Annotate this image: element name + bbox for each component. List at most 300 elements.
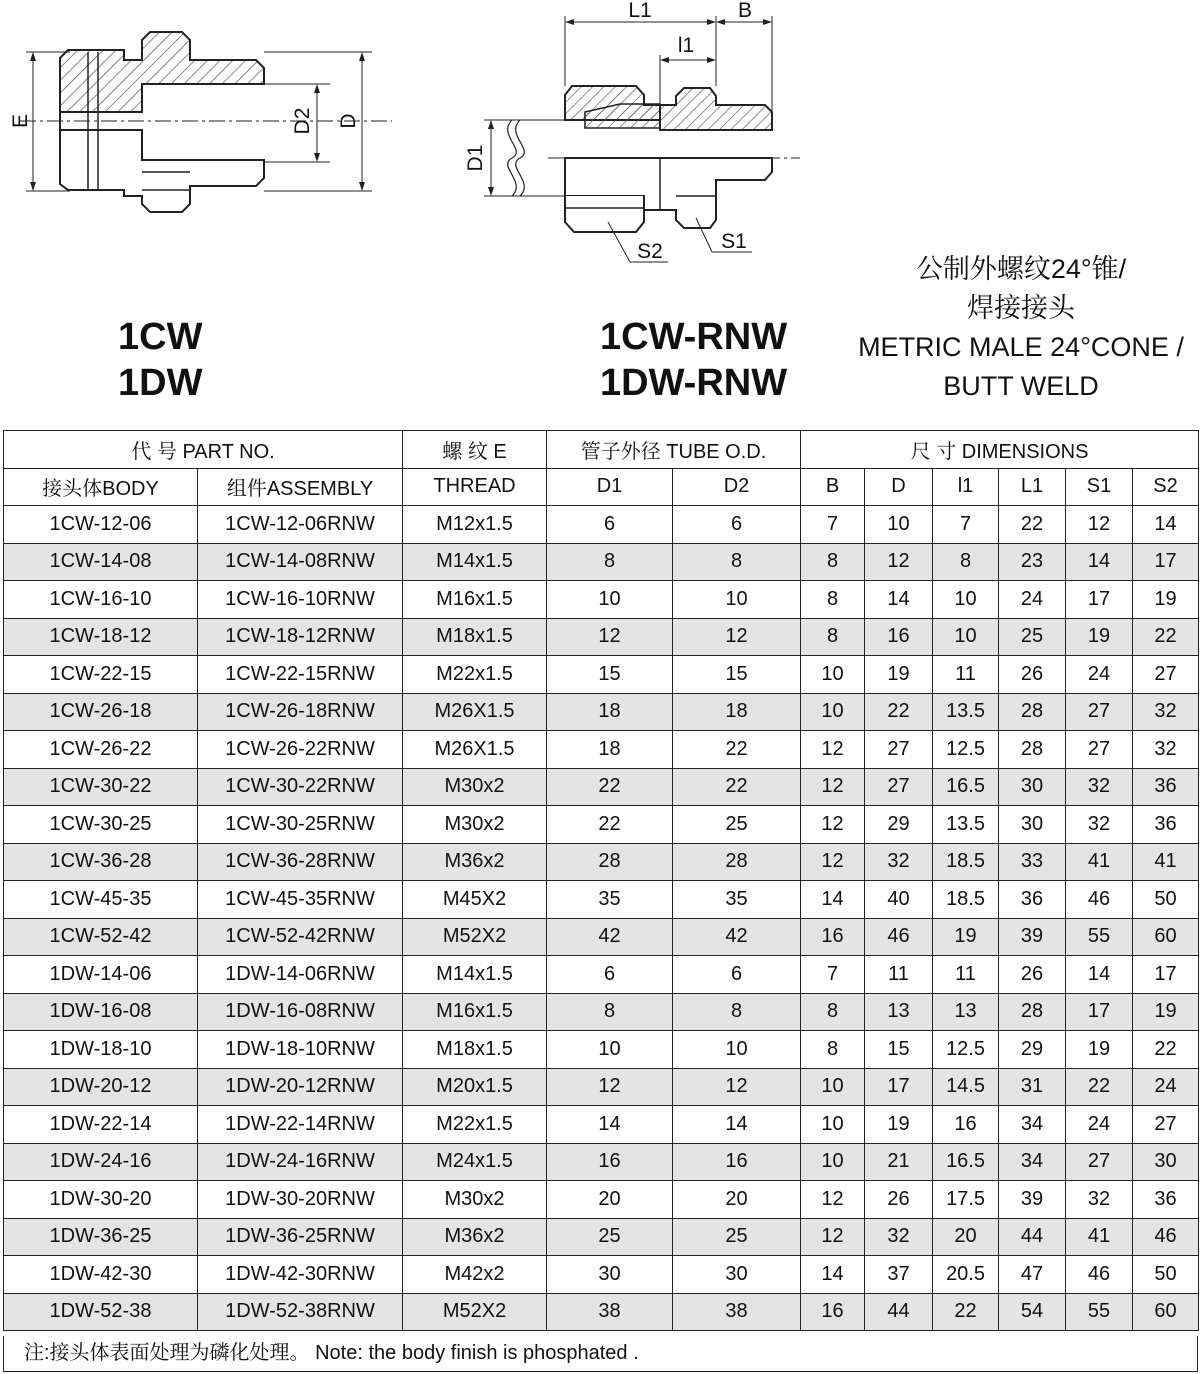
table-cell-assembly: 1CW-26-22RNW — [198, 731, 403, 769]
table-cell-b: 8 — [801, 543, 865, 581]
table-cell-s2: 14 — [1133, 506, 1199, 544]
table-cell-thread: M52X2 — [403, 1293, 547, 1331]
table-cell-l1-small: 20 — [933, 1218, 999, 1256]
table-cell-d1: 6 — [547, 506, 673, 544]
table-row — [4, 1181, 1199, 1219]
table-cell-assembly: 1CW-36-28RNW — [198, 843, 403, 881]
table-cell-s2: 22 — [1133, 1031, 1199, 1069]
table-cell-body: 1DW-24-16 — [4, 1143, 198, 1181]
table-cell-s2: 36 — [1133, 768, 1199, 806]
column-header-d1: D1 — [547, 468, 673, 506]
table-cell-l1: 28 — [999, 993, 1066, 1031]
table-body — [4, 506, 1199, 1331]
table-cell-d: 37 — [865, 1256, 933, 1294]
table-cell-s2: 27 — [1133, 656, 1199, 694]
table-cell-d: 12 — [865, 543, 933, 581]
table-cell-body: 1CW-22-15 — [4, 656, 198, 694]
table-cell-s2: 36 — [1133, 806, 1199, 844]
table-cell-assembly: 1DW-42-30RNW — [198, 1256, 403, 1294]
table-cell-d: 26 — [865, 1181, 933, 1219]
table-row — [4, 993, 1199, 1031]
table-cell-l1-small: 14.5 — [933, 1068, 999, 1106]
model-code-1cw: 1CW — [118, 316, 203, 358]
table-cell-s2: 19 — [1133, 581, 1199, 619]
table-cell-d: 22 — [865, 693, 933, 731]
table-cell-assembly: 1CW-30-25RNW — [198, 806, 403, 844]
table-cell-d2: 22 — [673, 768, 801, 806]
table-cell-body: 1CW-26-22 — [4, 731, 198, 769]
table-cell-s2: 24 — [1133, 1068, 1199, 1106]
column-header-body: 接头体BODY — [4, 468, 198, 506]
table-cell-b: 14 — [801, 1256, 865, 1294]
title-cn-line1: 公制外螺纹24°锥/ — [915, 254, 1127, 284]
label-D2: D2 — [291, 107, 314, 135]
table-cell-body: 1CW-30-22 — [4, 768, 198, 806]
table-row — [4, 843, 1199, 881]
table-cell-d: 19 — [865, 1106, 933, 1144]
table-cell-body: 1DW-42-30 — [4, 1256, 198, 1294]
table-cell-b: 10 — [801, 693, 865, 731]
table-cell-body: 1DW-36-25 — [4, 1218, 198, 1256]
table-cell-body: 1DW-18-10 — [4, 1031, 198, 1069]
table-cell-b: 16 — [801, 918, 865, 956]
table-cell-l1-small: 13 — [933, 993, 999, 1031]
table-cell-d1: 6 — [547, 956, 673, 994]
table-cell-d2: 20 — [673, 1181, 801, 1219]
table-cell-thread: M36x2 — [403, 1218, 547, 1256]
table-cell-s2: 30 — [1133, 1143, 1199, 1181]
table-cell-body: 1CW-18-12 — [4, 618, 198, 656]
table-cell-body: 1CW-26-18 — [4, 693, 198, 731]
table-cell-d: 32 — [865, 1218, 933, 1256]
table-cell-l1: 29 — [999, 1031, 1066, 1069]
table-cell-thread: M12x1.5 — [403, 506, 547, 544]
table-cell-d1: 10 — [547, 581, 673, 619]
body-fitting-drawing — [0, 0, 400, 230]
table-cell-body: 1DW-20-12 — [4, 1068, 198, 1106]
table-cell-d1: 14 — [547, 1106, 673, 1144]
table-cell-assembly: 1CW-12-06RNW — [198, 506, 403, 544]
table-cell-assembly: 1DW-20-12RNW — [198, 1068, 403, 1106]
table-cell-s1: 55 — [1066, 1293, 1133, 1331]
table-cell-b: 10 — [801, 1106, 865, 1144]
label-S1: S1 — [721, 230, 747, 253]
table-cell-l1: 26 — [999, 956, 1066, 994]
table-cell-body: 1CW-12-06 — [4, 506, 198, 544]
table-cell-s1: 46 — [1066, 1256, 1133, 1294]
table-cell-l1-small: 10 — [933, 581, 999, 619]
table-cell-assembly: 1DW-30-20RNW — [198, 1181, 403, 1219]
table-cell-d1: 20 — [547, 1181, 673, 1219]
table-row — [4, 806, 1199, 844]
table-cell-d1: 38 — [547, 1293, 673, 1331]
table-cell-s1: 55 — [1066, 918, 1133, 956]
table-cell-d2: 25 — [673, 1218, 801, 1256]
finish-note: 注:接头体表面处理为磷化处理。 Note: the body finish is phosphated . — [3, 1336, 1198, 1372]
table-cell-d2: 35 — [673, 881, 801, 919]
table-row — [4, 581, 1199, 619]
header-tube-od: 管子外径 TUBE O.D. — [547, 431, 801, 469]
table-cell-l1: 30 — [999, 806, 1066, 844]
table-cell-b: 10 — [801, 1143, 865, 1181]
table-cell-b: 10 — [801, 1068, 865, 1106]
table-cell-s2: 50 — [1133, 1256, 1199, 1294]
table-cell-b: 12 — [801, 768, 865, 806]
table-cell-thread: M30x2 — [403, 806, 547, 844]
table-row — [4, 1068, 1199, 1106]
table-cell-d1: 18 — [547, 693, 673, 731]
table-cell-assembly: 1DW-24-16RNW — [198, 1143, 403, 1181]
table-row — [4, 956, 1199, 994]
label-E: E — [9, 113, 32, 129]
table-cell-l1: 23 — [999, 543, 1066, 581]
table-cell-assembly: 1DW-18-10RNW — [198, 1031, 403, 1069]
table-cell-body: 1DW-22-14 — [4, 1106, 198, 1144]
table-cell-assembly: 1CW-52-42RNW — [198, 918, 403, 956]
table-row — [4, 918, 1199, 956]
table-row — [4, 731, 1199, 769]
table-cell-s1: 22 — [1066, 1068, 1133, 1106]
table-cell-d: 21 — [865, 1143, 933, 1181]
table-cell-l1-small: 7 — [933, 506, 999, 544]
table-row — [4, 1218, 1199, 1256]
table-cell-body: 1DW-14-06 — [4, 956, 198, 994]
table-cell-d2: 28 — [673, 843, 801, 881]
assembly-model-codes — [600, 314, 787, 406]
table-cell-d: 44 — [865, 1293, 933, 1331]
table-row — [4, 618, 1199, 656]
table-cell-thread: M20x1.5 — [403, 1068, 547, 1106]
table-row — [4, 1031, 1199, 1069]
table-cell-d2: 12 — [673, 618, 801, 656]
table-row — [4, 656, 1199, 694]
table-cell-b: 12 — [801, 1181, 865, 1219]
table-cell-assembly: 1CW-22-15RNW — [198, 656, 403, 694]
table-cell-d1: 12 — [547, 1068, 673, 1106]
table-cell-l1: 34 — [999, 1143, 1066, 1181]
table-cell-d: 27 — [865, 731, 933, 769]
assembly-drawing — [440, 0, 820, 280]
table-cell-s2: 36 — [1133, 1181, 1199, 1219]
table-cell-d2: 6 — [673, 956, 801, 994]
table-cell-assembly: 1DW-16-08RNW — [198, 993, 403, 1031]
table-cell-l1-small: 18.5 — [933, 881, 999, 919]
table-cell-d2: 6 — [673, 506, 801, 544]
table-cell-assembly: 1CW-16-10RNW — [198, 581, 403, 619]
table-cell-s1: 41 — [1066, 1218, 1133, 1256]
table-cell-d2: 30 — [673, 1256, 801, 1294]
table-row — [4, 768, 1199, 806]
table-cell-s1: 17 — [1066, 993, 1133, 1031]
table-cell-thread: M22x1.5 — [403, 656, 547, 694]
table-cell-l1-small: 16.5 — [933, 1143, 999, 1181]
table-cell-assembly: 1CW-14-08RNW — [198, 543, 403, 581]
table-row — [4, 1293, 1199, 1331]
table-cell-d1: 30 — [547, 1256, 673, 1294]
table-cell-s1: 12 — [1066, 506, 1133, 544]
table-cell-l1: 31 — [999, 1068, 1066, 1106]
table-cell-d: 16 — [865, 618, 933, 656]
table-cell-d1: 25 — [547, 1218, 673, 1256]
table-cell-assembly: 1DW-36-25RNW — [198, 1218, 403, 1256]
table-cell-d2: 38 — [673, 1293, 801, 1331]
table-cell-d1: 42 — [547, 918, 673, 956]
table-cell-s2: 46 — [1133, 1218, 1199, 1256]
column-header-d: D — [865, 468, 933, 506]
table-row — [4, 1143, 1199, 1181]
table-cell-d2: 8 — [673, 993, 801, 1031]
table-cell-assembly: 1CW-30-22RNW — [198, 768, 403, 806]
table-cell-body: 1CW-52-42 — [4, 918, 198, 956]
table-cell-d2: 14 — [673, 1106, 801, 1144]
product-title — [835, 250, 1200, 406]
label-D: D — [337, 113, 360, 129]
table-cell-assembly: 1DW-52-38RNW — [198, 1293, 403, 1331]
body-model-codes — [118, 314, 202, 406]
table-cell-l1-small: 13.5 — [933, 806, 999, 844]
table-cell-d1: 8 — [547, 993, 673, 1031]
table-cell-l1: 47 — [999, 1256, 1066, 1294]
table-cell-d: 14 — [865, 581, 933, 619]
table-cell-l1-small: 19 — [933, 918, 999, 956]
table-cell-d: 32 — [865, 843, 933, 881]
table-cell-l1: 25 — [999, 618, 1066, 656]
model-code-1cw-rnw: 1CW-RNW — [600, 316, 788, 358]
table-cell-assembly: 1DW-14-06RNW — [198, 956, 403, 994]
table-cell-d2: 42 — [673, 918, 801, 956]
header-dimensions: 尺 寸 DIMENSIONS — [801, 431, 1199, 469]
table-cell-s2: 27 — [1133, 1106, 1199, 1144]
table-cell-l1-small: 17.5 — [933, 1181, 999, 1219]
table-cell-d1: 12 — [547, 618, 673, 656]
model-code-1dw-rnw: 1DW-RNW — [600, 362, 788, 404]
table-cell-b: 8 — [801, 1031, 865, 1069]
table-row — [4, 543, 1199, 581]
table-cell-thread: M26X1.5 — [403, 731, 547, 769]
table-cell-s1: 19 — [1066, 618, 1133, 656]
table-cell-thread: M16x1.5 — [403, 581, 547, 619]
table-cell-thread: M14x1.5 — [403, 956, 547, 994]
table-cell-body: 1DW-16-08 — [4, 993, 198, 1031]
table-cell-s1: 32 — [1066, 768, 1133, 806]
table-cell-d2: 16 — [673, 1143, 801, 1181]
table-cell-thread: M14x1.5 — [403, 543, 547, 581]
header-thread-e: 螺 纹 E — [403, 431, 547, 469]
table-cell-l1: 39 — [999, 918, 1066, 956]
table-cell-s2: 32 — [1133, 731, 1199, 769]
table-cell-d1: 22 — [547, 768, 673, 806]
table-cell-d1: 35 — [547, 881, 673, 919]
table-cell-l1-small: 22 — [933, 1293, 999, 1331]
column-header-thread: THREAD — [403, 468, 547, 506]
table-cell-l1: 22 — [999, 506, 1066, 544]
table-cell-l1: 24 — [999, 581, 1066, 619]
table-cell-d2: 15 — [673, 656, 801, 694]
table-cell-s1: 19 — [1066, 1031, 1133, 1069]
column-header-row — [4, 468, 1199, 506]
table-cell-body: 1CW-16-10 — [4, 581, 198, 619]
table-cell-s1: 14 — [1066, 956, 1133, 994]
table-cell-body: 1DW-52-38 — [4, 1293, 198, 1331]
table-cell-s1: 14 — [1066, 543, 1133, 581]
table-cell-body: 1CW-36-28 — [4, 843, 198, 881]
table-cell-thread: M16x1.5 — [403, 993, 547, 1031]
table-cell-thread: M30x2 — [403, 1181, 547, 1219]
table-cell-body: 1CW-45-35 — [4, 881, 198, 919]
model-code-1dw: 1DW — [118, 362, 203, 404]
table-cell-d: 11 — [865, 956, 933, 994]
table-cell-body: 1DW-30-20 — [4, 1181, 198, 1219]
table-cell-s1: 27 — [1066, 693, 1133, 731]
table-cell-s2: 60 — [1133, 1293, 1199, 1331]
label-L1: L1 — [628, 0, 652, 22]
dimensions-table — [3, 430, 1199, 1331]
table-cell-l1-small: 12.5 — [933, 1031, 999, 1069]
table-cell-b: 12 — [801, 843, 865, 881]
table-cell-s2: 19 — [1133, 993, 1199, 1031]
table-cell-d2: 22 — [673, 731, 801, 769]
table-cell-d: 17 — [865, 1068, 933, 1106]
title-en-line2: BUTT WELD — [943, 371, 1099, 401]
table-cell-assembly: 1DW-22-14RNW — [198, 1106, 403, 1144]
table-cell-s1: 17 — [1066, 581, 1133, 619]
label-S2: S2 — [637, 240, 663, 263]
table-cell-l1-small: 11 — [933, 656, 999, 694]
table-cell-s1: 46 — [1066, 881, 1133, 919]
table-cell-thread: M26X1.5 — [403, 693, 547, 731]
table-cell-l1: 54 — [999, 1293, 1066, 1331]
table-cell-thread: M30x2 — [403, 768, 547, 806]
table-cell-s1: 41 — [1066, 843, 1133, 881]
table-cell-thread: M52X2 — [403, 918, 547, 956]
table-cell-s2: 41 — [1133, 843, 1199, 881]
table-cell-l1: 34 — [999, 1106, 1066, 1144]
table-cell-b: 16 — [801, 1293, 865, 1331]
table-cell-d: 27 — [865, 768, 933, 806]
label-B: B — [737, 0, 753, 22]
table-cell-b: 7 — [801, 506, 865, 544]
table-row — [4, 1256, 1199, 1294]
table-cell-thread: M42x2 — [403, 1256, 547, 1294]
table-cell-s1: 32 — [1066, 1181, 1133, 1219]
table-cell-thread: M18x1.5 — [403, 618, 547, 656]
table-cell-thread: M18x1.5 — [403, 1031, 547, 1069]
table-row — [4, 506, 1199, 544]
table-cell-s1: 27 — [1066, 731, 1133, 769]
table-row — [4, 881, 1199, 919]
column-header-l1-small: l1 — [933, 468, 999, 506]
table-cell-b: 12 — [801, 731, 865, 769]
table-cell-s2: 32 — [1133, 693, 1199, 731]
table-cell-l1: 44 — [999, 1218, 1066, 1256]
column-header-d2: D2 — [673, 468, 801, 506]
table-cell-d2: 12 — [673, 1068, 801, 1106]
table-cell-thread: M36x2 — [403, 843, 547, 881]
table-cell-b: 8 — [801, 618, 865, 656]
label-D1: D1 — [464, 144, 487, 172]
table-row — [4, 1106, 1199, 1144]
table-cell-s1: 27 — [1066, 1143, 1133, 1181]
table-cell-assembly: 1CW-45-35RNW — [198, 881, 403, 919]
table-cell-d1: 18 — [547, 731, 673, 769]
table-cell-s2: 50 — [1133, 881, 1199, 919]
table-cell-body: 1CW-30-25 — [4, 806, 198, 844]
header-part-no: 代 号 PART NO. — [4, 431, 403, 469]
table-cell-d2: 18 — [673, 693, 801, 731]
table-cell-b: 8 — [801, 993, 865, 1031]
table-cell-l1-small: 10 — [933, 618, 999, 656]
table-row — [4, 693, 1199, 731]
table-cell-l1-small: 16.5 — [933, 768, 999, 806]
table-cell-l1-small: 8 — [933, 543, 999, 581]
table-cell-assembly: 1CW-26-18RNW — [198, 693, 403, 731]
table-cell-d: 19 — [865, 656, 933, 694]
table-cell-d1: 16 — [547, 1143, 673, 1181]
table-cell-l1: 33 — [999, 843, 1066, 881]
table-cell-body: 1CW-14-08 — [4, 543, 198, 581]
table-cell-b: 12 — [801, 1218, 865, 1256]
table-cell-d: 29 — [865, 806, 933, 844]
table-cell-b: 10 — [801, 656, 865, 694]
table-cell-l1-small: 13.5 — [933, 693, 999, 731]
title-en-line1: METRIC MALE 24°CONE / — [858, 332, 1184, 362]
column-header-s2: S2 — [1133, 468, 1199, 506]
table-cell-d1: 22 — [547, 806, 673, 844]
table-cell-d: 10 — [865, 506, 933, 544]
table-cell-s2: 17 — [1133, 956, 1199, 994]
table-cell-assembly: 1CW-18-12RNW — [198, 618, 403, 656]
column-header-l1: L1 — [999, 468, 1066, 506]
table-cell-l1: 28 — [999, 731, 1066, 769]
table-cell-s1: 24 — [1066, 656, 1133, 694]
table-cell-thread: M22x1.5 — [403, 1106, 547, 1144]
table-cell-d1: 28 — [547, 843, 673, 881]
table-cell-l1: 36 — [999, 881, 1066, 919]
column-header-s1: S1 — [1066, 468, 1133, 506]
column-header-b: B — [801, 468, 865, 506]
table-cell-b: 14 — [801, 881, 865, 919]
table-cell-d: 40 — [865, 881, 933, 919]
table-cell-b: 12 — [801, 806, 865, 844]
table-cell-l1-small: 11 — [933, 956, 999, 994]
table-cell-thread: M45X2 — [403, 881, 547, 919]
column-header-assembly: 组件ASSEMBLY — [198, 468, 403, 506]
table-cell-l1-small: 16 — [933, 1106, 999, 1144]
table-cell-l1-small: 12.5 — [933, 731, 999, 769]
table-cell-s1: 32 — [1066, 806, 1133, 844]
label-l1: l1 — [677, 34, 695, 57]
table-cell-l1: 30 — [999, 768, 1066, 806]
table-cell-s2: 17 — [1133, 543, 1199, 581]
table-cell-s2: 60 — [1133, 918, 1199, 956]
table-cell-d: 13 — [865, 993, 933, 1031]
table-cell-l1: 39 — [999, 1181, 1066, 1219]
title-cn-line2: 焊接接头 — [967, 293, 1075, 323]
table-cell-l1-small: 20.5 — [933, 1256, 999, 1294]
table-cell-l1: 26 — [999, 656, 1066, 694]
table-cell-thread: M24x1.5 — [403, 1143, 547, 1181]
table-cell-b: 7 — [801, 956, 865, 994]
table-cell-d1: 10 — [547, 1031, 673, 1069]
table-cell-l1-small: 18.5 — [933, 843, 999, 881]
table-cell-d2: 10 — [673, 1031, 801, 1069]
table-cell-d2: 10 — [673, 581, 801, 619]
table-cell-d2: 25 — [673, 806, 801, 844]
table-cell-l1: 28 — [999, 693, 1066, 731]
table-cell-d1: 15 — [547, 656, 673, 694]
table-cell-s1: 24 — [1066, 1106, 1133, 1144]
table-cell-s2: 22 — [1133, 618, 1199, 656]
